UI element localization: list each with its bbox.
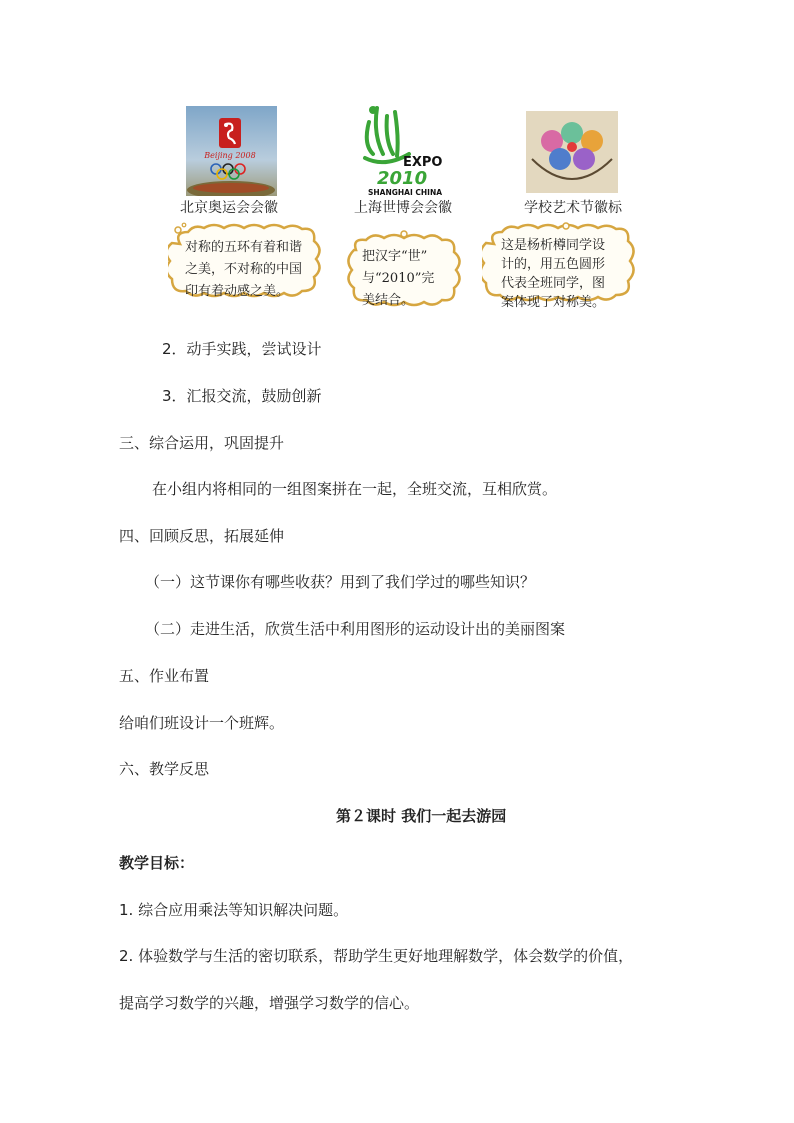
step-2: 2．动手实践，尝试设计 — [162, 340, 322, 358]
bubble-beijing-text — [185, 237, 302, 303]
bubble-beijing-line: 对称的五环有着和谐 — [185, 240, 303, 255]
bubble-art-line: 计的，用五色圆形 — [501, 257, 606, 272]
bubble-expo-line: 与“2010”完 — [362, 271, 435, 286]
lesson-title: 第２课时 我们一起去游园 — [336, 807, 507, 825]
expo-year-text: 2010 — [377, 168, 428, 189]
expo-city-text: SHANGHAI CHINA — [367, 188, 443, 197]
bubble-expo-text — [362, 246, 434, 312]
section-6-heading: 六、教学反思 — [119, 760, 210, 778]
section-5-heading: 五、作业布置 — [119, 667, 210, 685]
art-festival-logo — [526, 111, 618, 193]
goal-1: 1. 综合应用乘法等知识解决问题。 — [119, 901, 349, 919]
bubble-art-festival-text — [501, 236, 605, 312]
caption-beijing: 北京奥运会会徽 — [180, 200, 278, 216]
section-3-body: 在小组内将相同的一组图案拼在一起，全班交流，互相欣赏。 — [152, 480, 558, 498]
caption-art-festival: 学校艺术节徽标 — [524, 200, 622, 216]
goal-2-line-1: 2. 体验数学与生活的密切联系，帮助学生更好地理解数学，体会数学的价值， — [119, 947, 634, 965]
bubble-art-line: 代表全班同学，图 — [501, 276, 606, 291]
expo-text: EXPO — [403, 155, 443, 170]
bubble-art-line: 案体现了对称美。 — [501, 295, 606, 310]
section-4-heading: 四、回顾反思，拓展延伸 — [119, 527, 285, 545]
step-3: 3．汇报交流，鼓励创新 — [162, 387, 322, 405]
beijing-logo-text: Beijing 2008 — [204, 151, 256, 160]
beijing-olympics-photo — [186, 106, 277, 196]
section-4-question-1: （一）这节课你有哪些收获？用到了我们学过的哪些知识？ — [145, 573, 536, 591]
section-3-heading: 三、综合运用，巩固提升 — [119, 434, 285, 452]
section-4-question-2: （二）走进生活，欣赏生活中利用图形的运动设计出的美丽图案 — [145, 620, 566, 638]
bubble-art-line: 这是杨析樽同学设 — [501, 238, 606, 253]
section-5-body: 给咱们班设计一个班辉。 — [119, 714, 285, 732]
bubble-beijing-line: 印有着动感之美。 — [185, 284, 290, 299]
goals-heading: 教学目标： — [119, 854, 195, 872]
expo-2010-logo — [355, 102, 455, 198]
caption-expo: 上海世博会会徽 — [354, 200, 452, 216]
bubble-expo-line: 把汉字“世” — [362, 249, 428, 264]
bubble-beijing-line: 之美，不对称的中国 — [185, 262, 303, 277]
bubble-expo-line: 美结合。 — [362, 293, 415, 308]
goal-2-line-2: 提高学习数学的兴趣，增强学习数学的信心。 — [119, 994, 420, 1012]
